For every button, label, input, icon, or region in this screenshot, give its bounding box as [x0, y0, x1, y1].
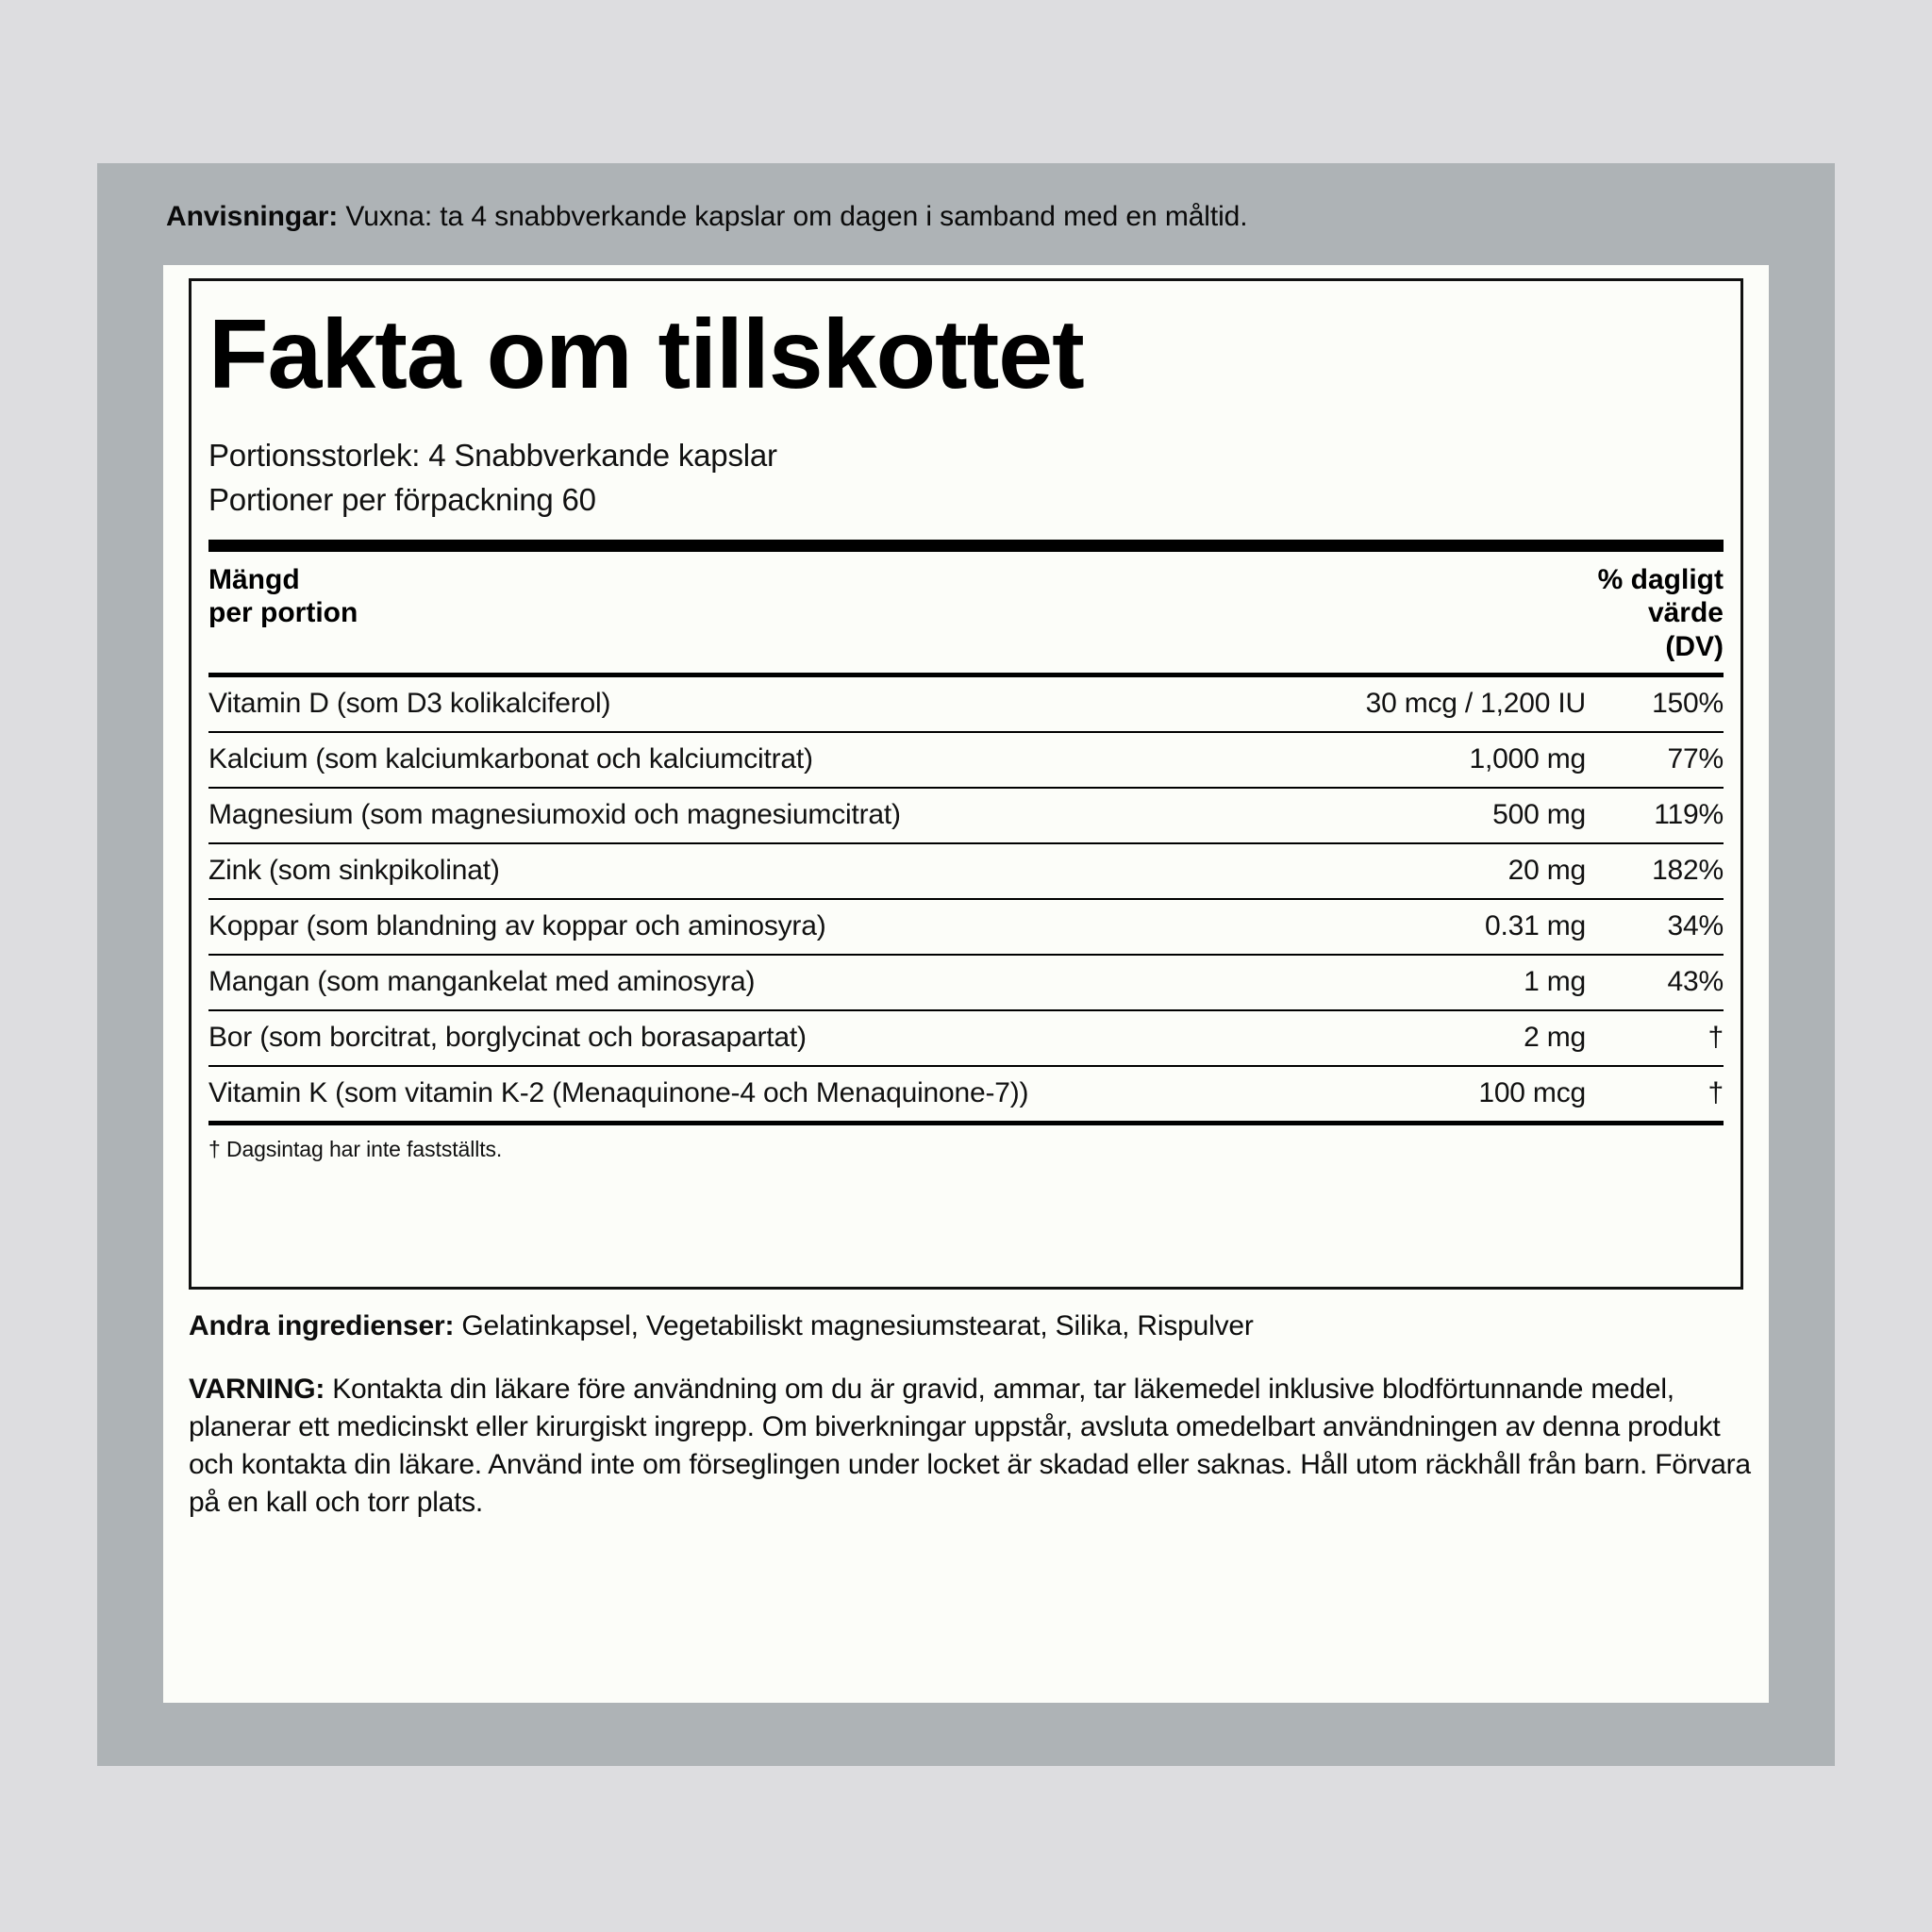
nutrient-name: Vitamin D (som D3 kolikalciferol) — [208, 677, 1288, 732]
nutrient-daily-value: 150% — [1610, 677, 1724, 732]
nutrient-amount: 100 mcg — [1478, 1076, 1586, 1108]
supplement-label-panel — [97, 163, 1835, 1766]
nutrient-daily-value: 77% — [1610, 732, 1724, 788]
table-row — [208, 732, 1724, 788]
nutrient-table-body — [208, 677, 1724, 1121]
nutrient-amount: 1 mg — [1288, 955, 1610, 1010]
table-row — [208, 955, 1724, 1010]
other-ingredients-label: Andra ingredienser: — [189, 1310, 455, 1341]
nutrient-daily-value: 119% — [1610, 788, 1724, 843]
amount-header-line-2: per portion — [208, 597, 358, 629]
table-row — [208, 899, 1724, 955]
directions-line — [166, 199, 1789, 235]
servings-per-container: Portioner per förpackning 60 — [208, 481, 596, 517]
nutrient-amount: 20 mg — [1288, 843, 1610, 899]
amount-per-serving-header — [208, 563, 358, 630]
nutrient-name: Magnesium (som magnesiumoxid och magnesiumcitrat) — [208, 788, 1288, 843]
nutrient-name: Zink (som sinkpikolinat) — [208, 843, 1288, 899]
nutrient-daily-value: 182% — [1610, 843, 1724, 899]
other-ingredients-text: Gelatinkapsel, Vegetabiliskt magnesiumstearat, Silika, Rispulver — [454, 1310, 1254, 1341]
nutrient-amount: 30 mcg / 1,200 IU — [1288, 677, 1610, 732]
amount-header-line-1: Mängd — [208, 563, 300, 595]
dv-header-line-2: värde — [1647, 597, 1724, 629]
nutrient-daily-value: 34% — [1610, 899, 1724, 955]
nutrient-amount: 500 mg — [1288, 788, 1610, 843]
supplement-facts-card — [163, 265, 1769, 1703]
table-row — [208, 677, 1724, 732]
nutrient-amount: 1,000 mg — [1288, 732, 1610, 788]
nutrient-name: Vitamin K (som vitamin K-2 (Menaquinone-4 och Menaquinone-7)) — [208, 1076, 1029, 1108]
dv-header-line-1: % dagligt — [1597, 563, 1724, 595]
directions-label: Anvisningar: — [166, 201, 339, 232]
warning-label: VARNING: — [189, 1374, 325, 1405]
directions-text: Vuxna: ta 4 snabbverkande kapslar om dagen i samband med en måltid. — [338, 201, 1248, 232]
nutrient-table — [208, 677, 1724, 1121]
rule-thick-top — [208, 540, 1724, 552]
nutrient-daily-value: 43% — [1610, 955, 1724, 1010]
warning-paragraph — [189, 1371, 1755, 1522]
nutrient-name: Koppar (som blandning av koppar och aminosyra) — [208, 899, 1288, 955]
daily-value-header — [1598, 563, 1724, 663]
supplement-facts-title: Fakta om tillskottet — [208, 300, 1084, 409]
nutrient-daily-value: † — [1610, 1010, 1724, 1066]
nutrient-amount: 2 mg — [1288, 1010, 1610, 1066]
nutrient-name: Mangan (som mangankelat med aminosyra) — [208, 955, 1288, 1010]
table-row — [208, 788, 1724, 843]
warning-text: Kontakta din läkare före användning om du är gravid, ammar, tar läkemedel inklusive blodförtunnande medel, planerar ett medicinskt eller kirurgiskt ingrepp. Om biverkningar uppstår, avsluta omedelbart användningen av denna produkt och kontakta din läkare. Använd inte om förseglingen under locket är skadad eller saknas. Håll utom räckhåll från barn. Förvara på en kall och torr plats. — [189, 1374, 1751, 1518]
daily-value-footnote: † Dagsintag har inte fastställts. — [208, 1136, 503, 1161]
serving-information — [208, 434, 1724, 523]
table-header-row — [208, 552, 1724, 673]
table-row — [208, 843, 1724, 899]
serving-size: Portionsstorlek: 4 Snabbverkande kapslar — [208, 438, 777, 473]
table-row — [208, 1066, 1724, 1121]
nutrient-amount: 0.31 mg — [1288, 899, 1610, 955]
nutrient-daily-value: † — [1707, 1076, 1724, 1108]
nutrient-name: Kalcium (som kalciumkarbonat och kalciumcitrat) — [208, 732, 1288, 788]
table-row — [208, 1010, 1724, 1066]
nutrient-name: Bor (som borcitrat, borglycinat och borasapartat) — [208, 1010, 1288, 1066]
supplement-facts-box — [189, 278, 1743, 1290]
other-ingredients-line — [189, 1307, 1745, 1344]
dv-header-line-3: (DV) — [1665, 630, 1724, 662]
